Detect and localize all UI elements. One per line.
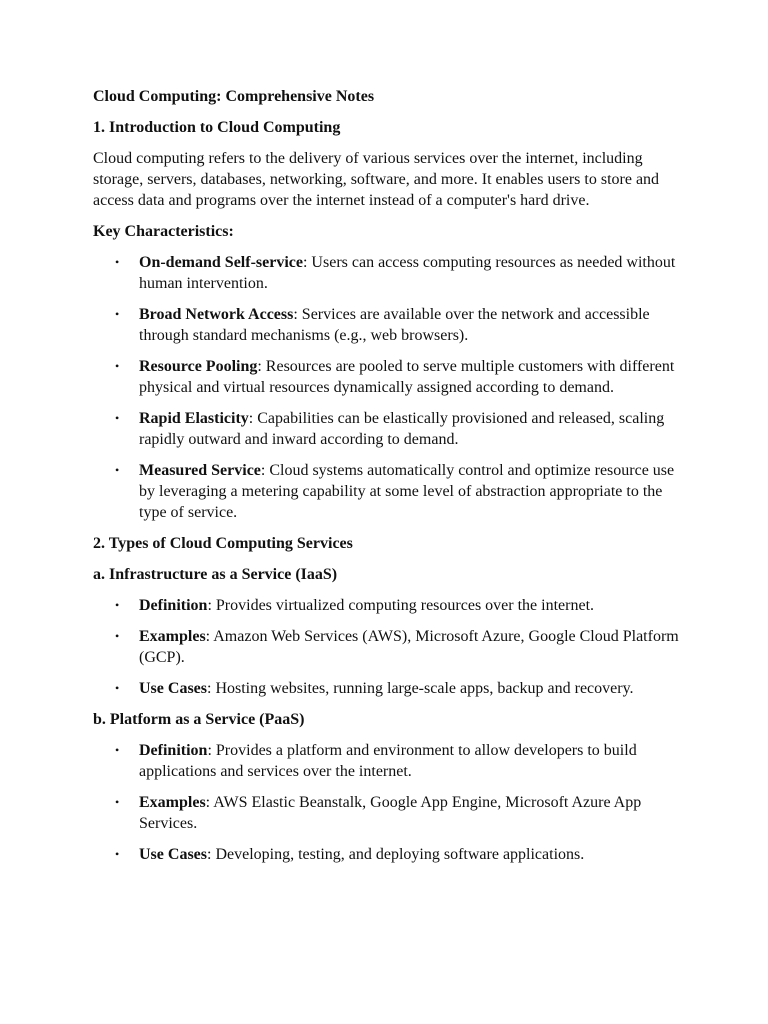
list-item	[93, 408, 683, 450]
list-item	[93, 740, 683, 782]
item-term: Rapid Elasticity	[139, 410, 249, 427]
list-item	[93, 792, 683, 834]
list-item	[93, 678, 683, 699]
item-text: : Cloud systems automatically control and optimize resource use by leveraging a metering capability at some level of abstraction appropriate to the type of service.	[139, 462, 675, 521]
list-item	[93, 460, 683, 523]
item-term: Use Cases	[139, 680, 207, 697]
bullet-icon: •	[115, 629, 120, 643]
item-text: : Resources are pooled to serve multiple customers with different physical and virtual resources dynamically assigned according to demand.	[139, 358, 675, 396]
item-text: : Users can access computing resources as needed without human intervention.	[139, 254, 676, 292]
item-term: Broad Network Access	[139, 306, 294, 323]
intro-paragraph: Cloud computing refers to the delivery of various services over the internet, including storage, servers, databases, networking, software, and more. It enables users to store and access data and programs over the internet instead of a computer's hard drive.	[93, 150, 660, 209]
list-item	[93, 252, 683, 294]
bullet-icon: •	[115, 307, 120, 321]
section-1-heading: 1. Introduction to Cloud Computing	[93, 119, 341, 136]
item-term: On-demand Self-service	[139, 254, 303, 271]
section-2-heading: 2. Types of Cloud Computing Services	[93, 535, 353, 552]
item-term: Definition	[139, 597, 208, 614]
key-characteristics-list	[93, 252, 683, 523]
iaas-heading: a. Infrastructure as a Service (IaaS)	[93, 566, 338, 583]
list-item	[93, 844, 683, 865]
bullet-icon: •	[115, 411, 120, 425]
bullet-icon: •	[115, 463, 120, 477]
list-item	[93, 356, 683, 398]
item-text: : Amazon Web Services (AWS), Microsoft Azure, Google Cloud Platform (GCP).	[139, 628, 679, 666]
item-term: Resource Pooling	[139, 358, 258, 375]
item-text: : Hosting websites, running large-scale apps, backup and recovery.	[207, 680, 634, 697]
iaas-list	[93, 595, 683, 699]
item-term: Use Cases	[139, 846, 207, 863]
paas-list	[93, 740, 683, 865]
bullet-icon: •	[115, 847, 120, 861]
item-term: Examples	[139, 628, 206, 645]
bullet-icon: •	[115, 598, 120, 612]
document-title: Cloud Computing: Comprehensive Notes	[93, 88, 375, 105]
list-item	[93, 304, 683, 346]
item-text: : Developing, testing, and deploying software applications.	[207, 846, 585, 863]
item-text: : Provides virtualized computing resources over the internet.	[207, 597, 595, 614]
bullet-icon: •	[115, 681, 120, 695]
bullet-icon: •	[115, 795, 120, 809]
item-text: : Capabilities can be elastically provisioned and released, scaling rapidly outward and inward according to demand.	[139, 410, 665, 448]
bullet-icon: •	[115, 359, 120, 373]
item-text: : Provides a platform and environment to allow developers to build applications and services over the internet.	[139, 742, 637, 780]
item-term: Definition	[139, 742, 208, 759]
list-item	[93, 595, 683, 616]
paas-heading: b. Platform as a Service (PaaS)	[93, 711, 305, 728]
list-item	[93, 626, 683, 668]
item-term: Measured Service	[139, 462, 261, 479]
item-term: Examples	[139, 794, 206, 811]
bullet-icon: •	[115, 743, 120, 757]
key-characteristics-heading: Key Characteristics:	[93, 223, 234, 240]
item-text: : AWS Elastic Beanstalk, Google App Engine, Microsoft Azure App Services.	[139, 794, 642, 832]
bullet-icon: •	[115, 255, 120, 269]
document-page	[93, 86, 683, 875]
item-text: : Services are available over the network and accessible through standard mechanisms (e.g., web browsers).	[139, 306, 650, 344]
